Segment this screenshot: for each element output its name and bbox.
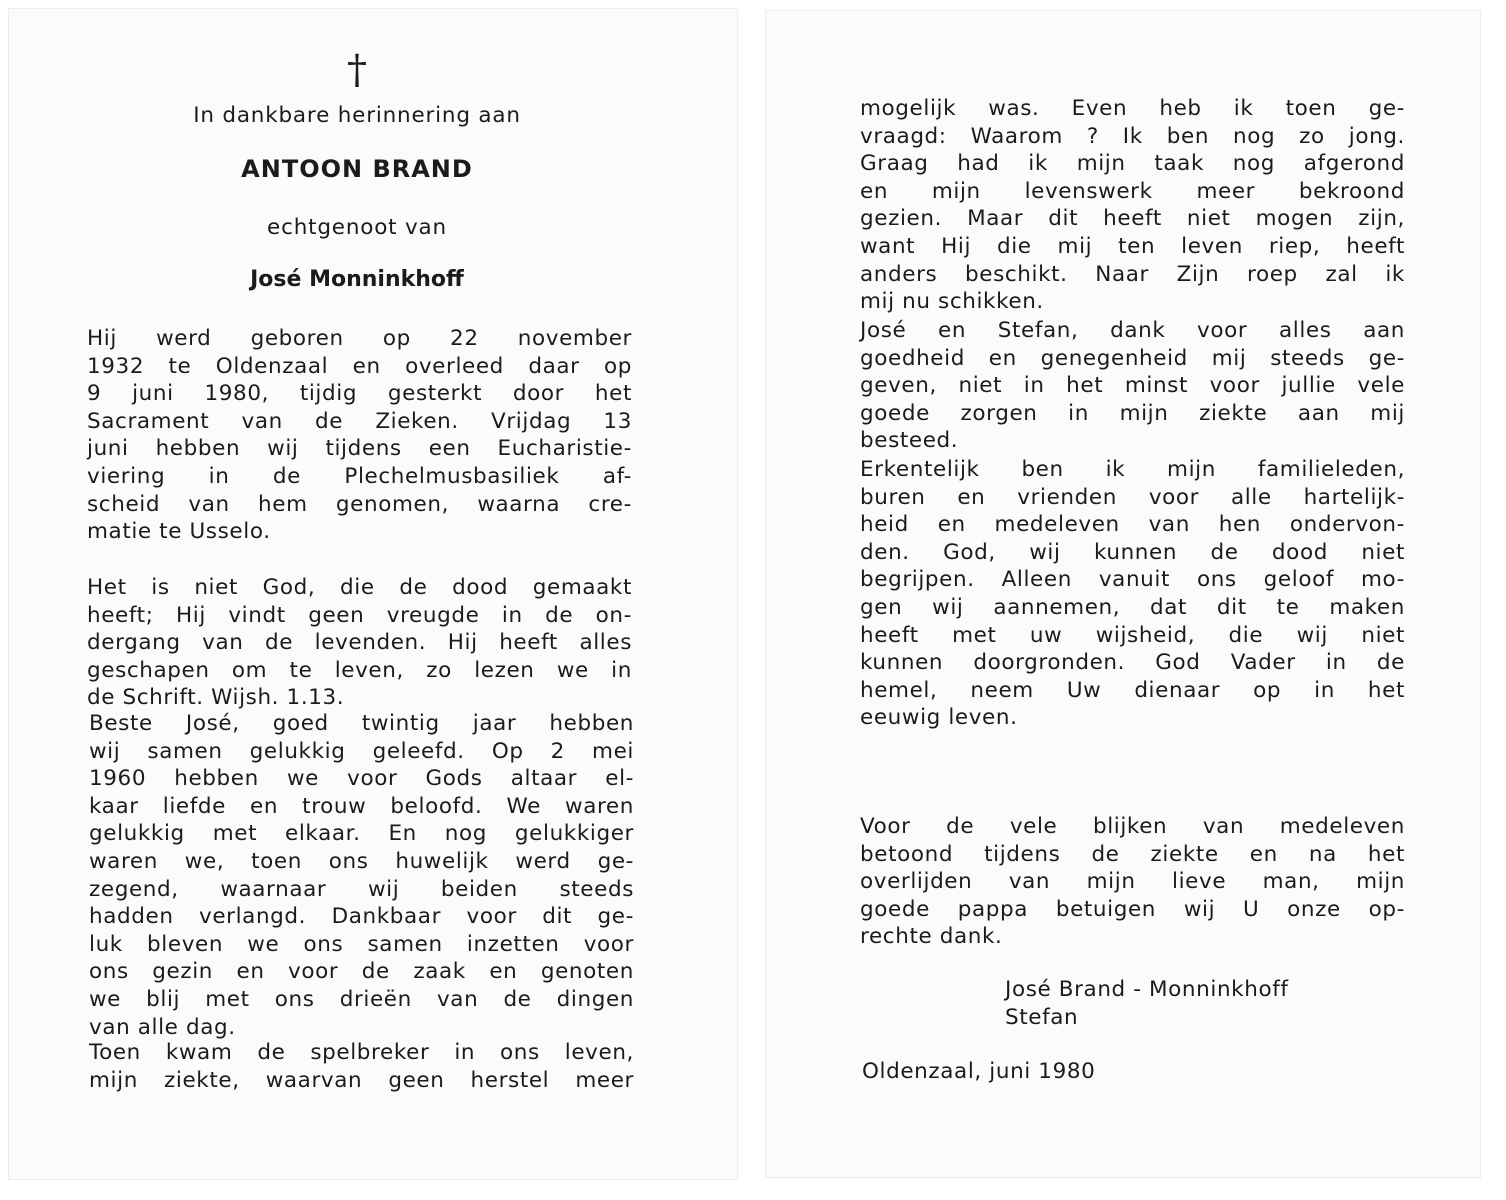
text-line: gezien. Maar dit heeft niet mogen zijn, bbox=[860, 206, 1405, 232]
text-line: hadden verlangd. Dankbaar voor dit ge- bbox=[89, 904, 634, 930]
text-line: anders beschikt. Naar Zijn roep zal ik bbox=[860, 261, 1405, 287]
signature-line: José Brand - Monninkhoff bbox=[1005, 977, 1289, 1002]
text-line: gelukkig met elkaar. En nog gelukkiger bbox=[89, 821, 634, 847]
letter-paragraph-continued bbox=[89, 1039, 634, 1094]
text-line: hemel, neem Uw dienaar op in het bbox=[860, 677, 1405, 703]
text-line: scheid van hem genomen, waarna cre- bbox=[87, 491, 632, 517]
text-line: de Schrift. Wijsh. 1.13. bbox=[87, 685, 345, 711]
spouse-name: José Monninkhoff bbox=[250, 267, 464, 292]
text-line: mijn ziekte, waarvan geen herstel meer bbox=[89, 1067, 634, 1093]
place-date: Oldenzaal, juni 1980 bbox=[862, 1059, 1096, 1084]
text-line: geven, niet in het minst voor jullie vele bbox=[860, 373, 1405, 399]
deceased-name: ANTOON BRAND bbox=[241, 155, 473, 183]
text-line: goede zorgen in mijn ziekte aan mij bbox=[860, 400, 1405, 426]
text-line: heeft met uw wijsheid, die wij niet bbox=[860, 622, 1405, 648]
text-line: ons gezin en voor de zaak en genoten bbox=[89, 959, 634, 985]
text-line: heid en medeleven van hen ondervon- bbox=[860, 512, 1405, 538]
text-line: betoond tijdens de ziekte en na het bbox=[860, 841, 1405, 867]
intro-text: In dankbare herinnering aan bbox=[193, 103, 521, 128]
text-line: heeft; Hij vindt geen vreugde in de on- bbox=[87, 602, 632, 628]
text-line: dergang van de levenden. Hij heeft alles bbox=[87, 630, 632, 656]
text-line: wij samen gelukkig geleefd. Op 2 mei bbox=[89, 738, 634, 764]
text-line: waren we, toen ons huwelijk werd ge- bbox=[89, 848, 634, 874]
cross-icon: † bbox=[347, 47, 367, 93]
text-line: eeuwig leven. bbox=[860, 705, 1018, 731]
text-line: juni hebben wij tijdens een Eucharistie- bbox=[87, 436, 632, 462]
text-line: José en Stefan, dank voor alles aan bbox=[860, 318, 1405, 343]
gratitude-paragraph bbox=[860, 456, 1405, 732]
text-line: Het is niet God, die de dood gemaakt bbox=[87, 575, 632, 600]
text-line: overlijden van mijn lieve man, mijn bbox=[860, 869, 1405, 895]
text-line: kaar liefde en trouw beloofd. We waren bbox=[89, 793, 634, 819]
text-line: mogelijk was. Even heb ik toen ge- bbox=[860, 96, 1405, 121]
text-line: gen wij aannemen, dat dit te maken bbox=[860, 594, 1405, 620]
thanks-paragraph bbox=[860, 813, 1405, 951]
text-line: buren en vrienden voor alle hartelijk- bbox=[860, 484, 1405, 510]
text-line: Sacrament van de Zieken. Vrijdag 13 bbox=[87, 408, 632, 434]
text-line: goedheid en genegenheid mij steeds ge- bbox=[860, 345, 1405, 371]
text-line: rechte dank. bbox=[860, 924, 1003, 950]
letter-paragraph-right bbox=[860, 95, 1405, 316]
biography-paragraph bbox=[87, 325, 632, 546]
text-line: 1932 te Oldenzaal en overleed daar op bbox=[87, 353, 632, 379]
text-line: Erkentelijk ben ik mijn familieleden, bbox=[860, 457, 1405, 482]
text-line: vraagd: Waarom ? Ik ben nog zo jong. bbox=[860, 123, 1405, 149]
text-line: den. God, wij kunnen de dood niet bbox=[860, 539, 1405, 565]
text-line: begrijpen. Alleen vanuit ons geloof mo- bbox=[860, 567, 1405, 593]
letter-paragraph bbox=[89, 710, 634, 1041]
text-line: besteed. bbox=[860, 428, 959, 454]
signatures bbox=[1005, 976, 1289, 1031]
relation-text: echtgenoot van bbox=[267, 215, 447, 240]
text-line: kunnen doorgronden. God Vader in de bbox=[860, 650, 1405, 676]
text-line: want Hij die mij ten leven riep, heeft bbox=[860, 233, 1405, 259]
text-line: 9 juni 1980, tijdig gesterkt door het bbox=[87, 381, 632, 407]
text-line: luk bleven we ons samen inzetten voor bbox=[89, 931, 634, 957]
text-line: zegend, waarnaar wij beiden steeds bbox=[89, 876, 634, 902]
text-line: Toen kwam de spelbreker in ons leven, bbox=[89, 1040, 634, 1065]
signature-line: Stefan bbox=[1005, 1004, 1079, 1030]
text-line: 1960 hebben we voor Gods altaar el- bbox=[89, 766, 634, 792]
text-line: Hij werd geboren op 22 november bbox=[87, 326, 632, 351]
text-line: en mijn levenswerk meer bekroond bbox=[860, 178, 1405, 204]
text-line: Beste José, goed twintig jaar hebben bbox=[89, 711, 634, 736]
family-paragraph bbox=[860, 317, 1405, 455]
text-line: Voor de vele blijken van medeleven bbox=[860, 814, 1405, 839]
scripture-paragraph bbox=[87, 574, 632, 712]
text-line: goede pappa betuigen wij U onze op- bbox=[860, 896, 1405, 922]
text-line: matie te Usselo. bbox=[87, 519, 271, 545]
text-line: van alle dag. bbox=[89, 1014, 236, 1040]
text-line: we blij met ons drieën van de dingen bbox=[89, 986, 634, 1012]
text-line: viering in de Plechelmusbasiliek af- bbox=[87, 463, 632, 489]
text-line: Graag had ik mijn taak nog afgerond bbox=[860, 151, 1405, 177]
text-line: geschapen om te leven, zo lezen we in bbox=[87, 657, 632, 683]
text-line: mij nu schikken. bbox=[860, 289, 1044, 315]
